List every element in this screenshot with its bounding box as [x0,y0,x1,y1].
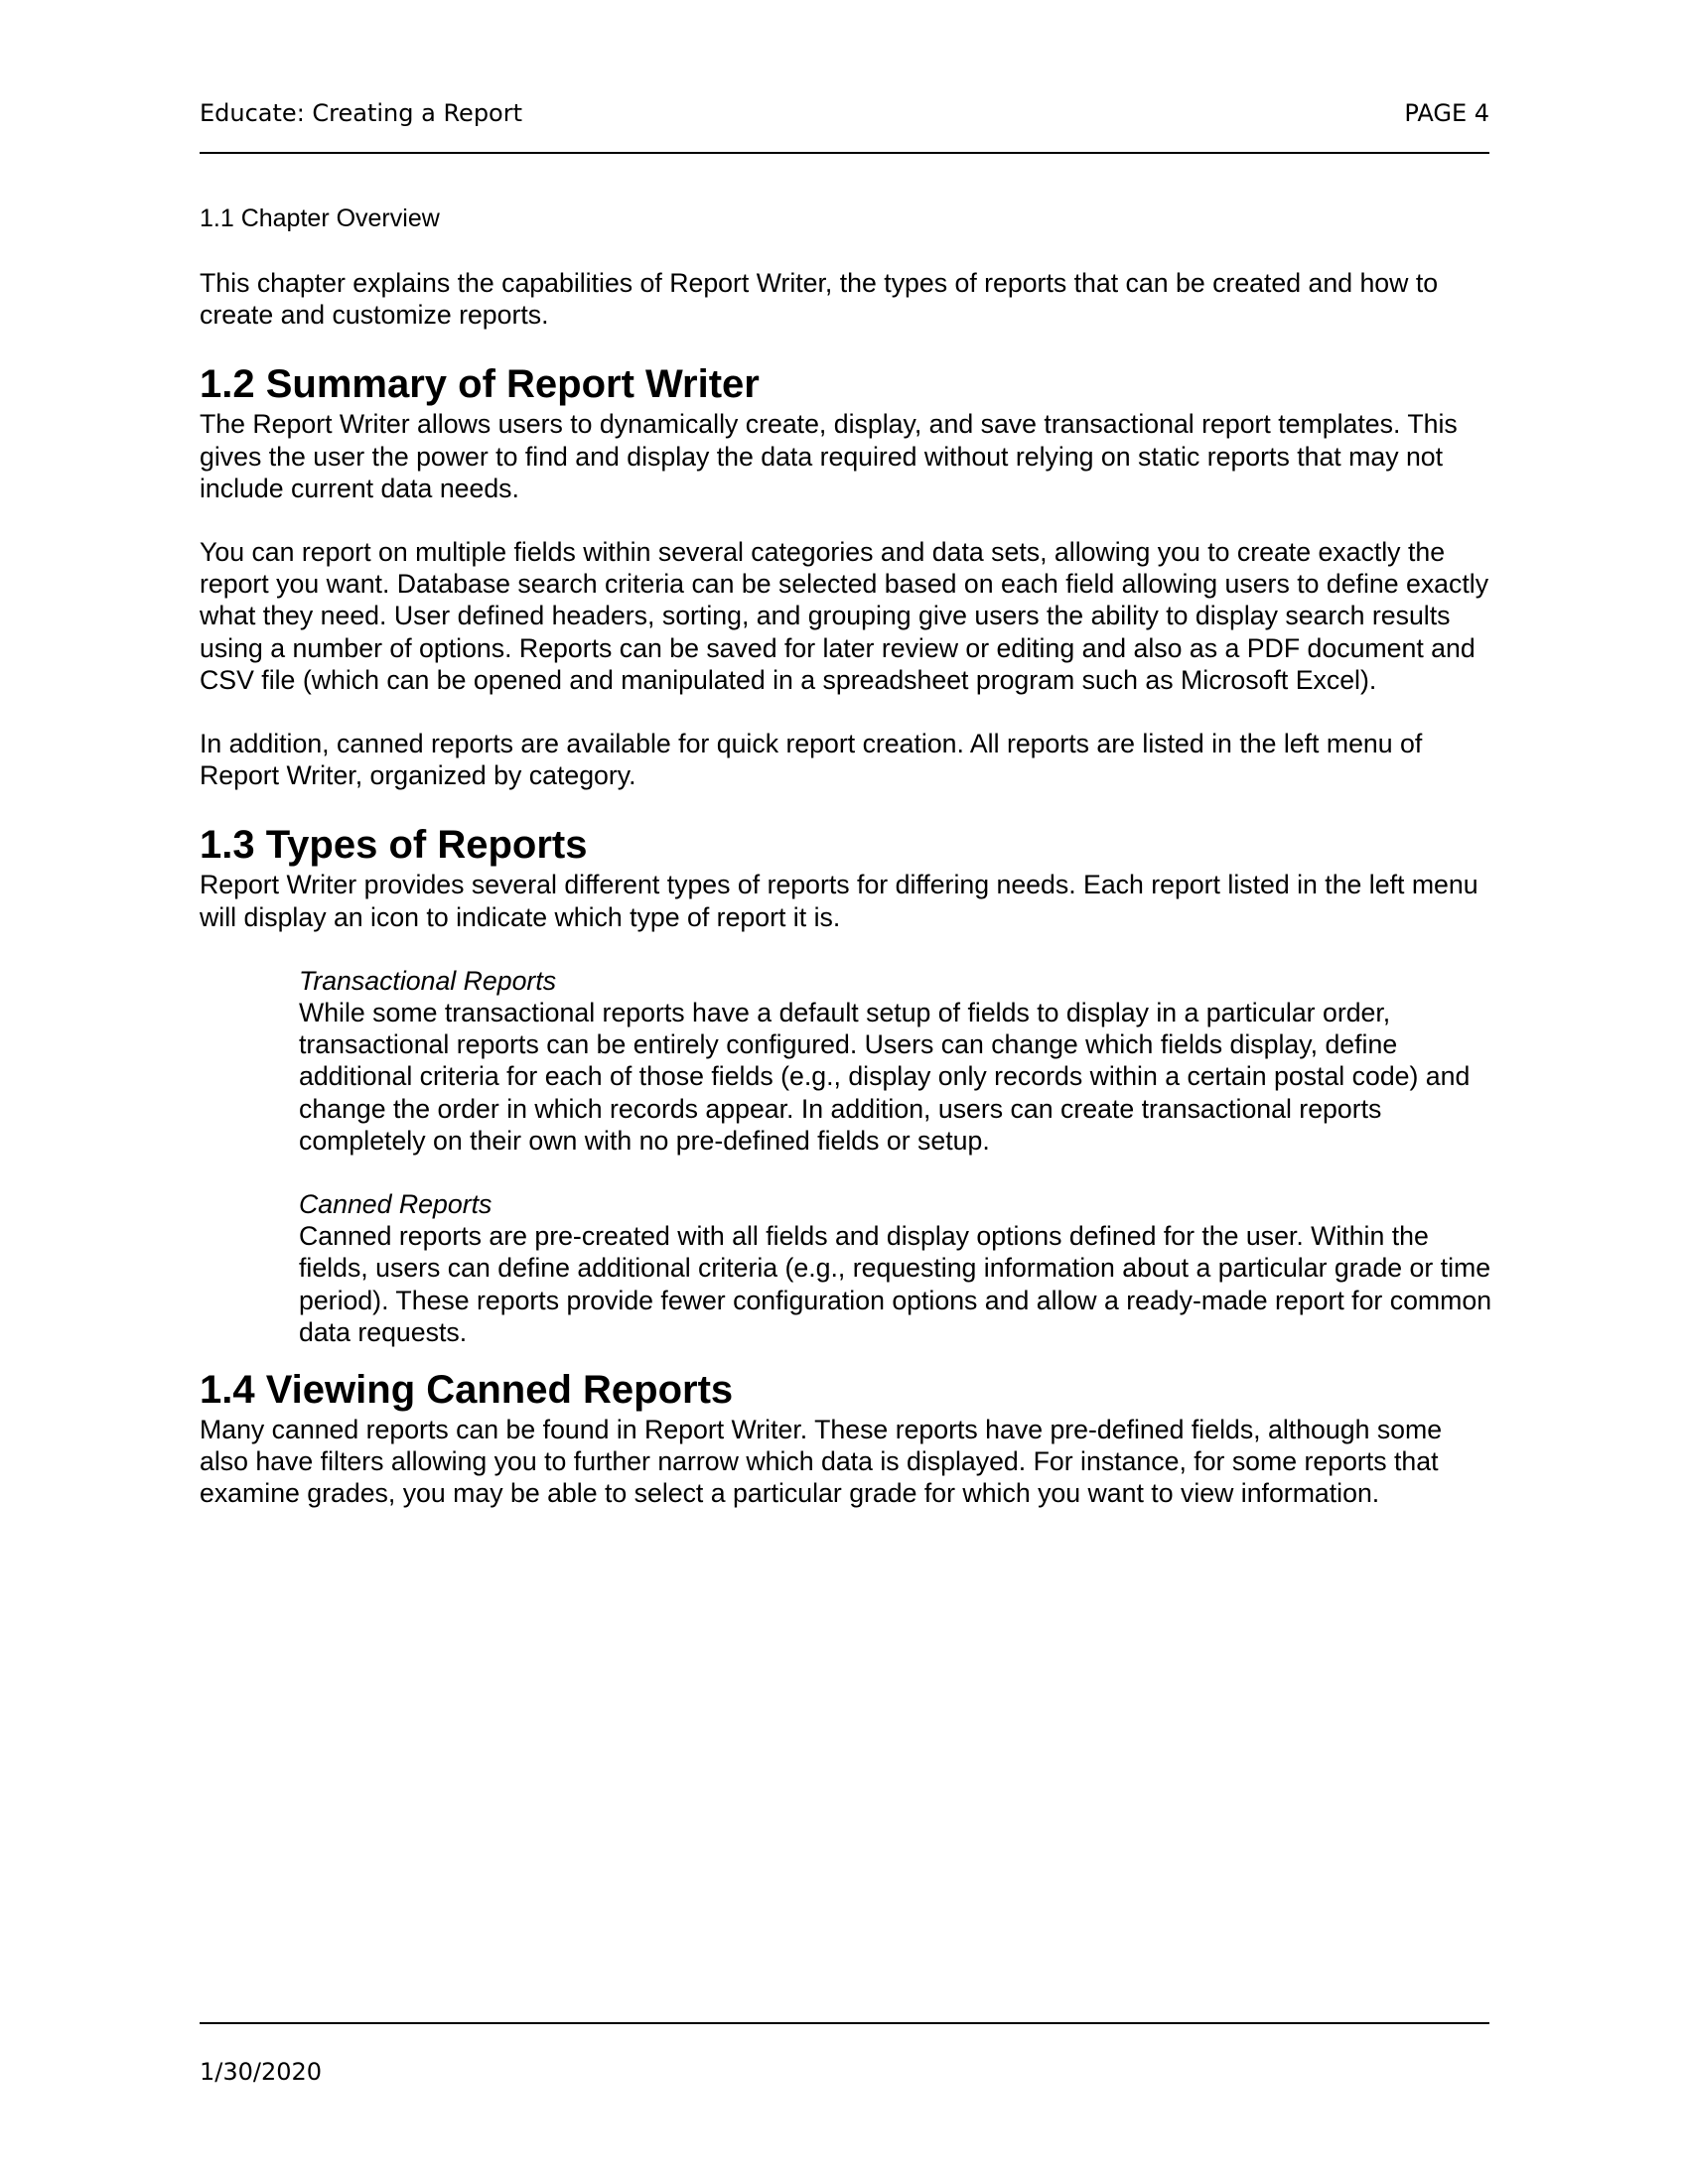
viewing-paragraph: Many canned reports can be found in Report Writer. These reports have pre-defined fields, although some also have filters allowing you to further narrow which data is displayed. For instance, for some reports that examine grades, you may be able to select a particular grade for which you want to view information. [200,1415,1443,1509]
footer-divider [200,2022,1489,2024]
footer-date: 1/30/2020 [200,2058,323,2086]
report-type-description: While some transactional reports have a default setup of fields to display in a particular order, transactional reports can be entirely configured. Users can change which fields display, define additional criteria for each of those fields (e.g., display only records within a certain postal code) and change the order in which records appear. In addition, users can create transactional reports completely on their own with no pre-defined fields or setup. [299,998,1471,1156]
summary-paragraph-1: The Report Writer allows users to dynamically create, display, and save transactional report templates. This gives the user the power to find and display the data required without relying on static reports that may not include current data needs. [200,409,1458,503]
section-heading-viewing: 1.4 Viewing Canned Reports [200,1368,734,1413]
report-type-transactional [299,965,1492,1157]
summary-paragraph-2: You can report on multiple fields within several categories and data sets, allowing you to create exactly the report you want. Database search criteria can be selected based on each field allowing users to define exactly what they need. User defined headers, sorting, and grouping give users the ability to display search results using a number of options. Reports can be saved for later review or editing and also as a PDF document and CSV file (which can be opened and manipulated in a spreadsheet program such as Microsoft Excel). [200,537,1489,695]
header-title: Educate: Creating a Report [200,99,523,127]
header-page-number: PAGE 4 [1404,99,1489,127]
document-body [200,203,1492,1542]
types-intro-paragraph: Report Writer provides several different types of reports for differing needs. Each report listed in the left menu will display an icon to indicate which type of report it is. [200,870,1478,932]
header-divider [200,152,1489,154]
report-type-title: Canned Reports [299,1189,492,1220]
report-type-title: Transactional Reports [299,965,557,996]
report-type-canned [299,1188,1492,1348]
report-type-description: Canned reports are pre-created with all fields and display options defined for the user. Within the fields, users can define additional criteria (e.g., requesting information about a particular grade or time period). These reports provide fewer configuration options and allow a ready-made report for common data requests. [299,1221,1492,1347]
summary-paragraph-3: In addition, canned reports are available for quick report creation. All reports are listed in the left menu of Report Writer, organized by category. [200,729,1423,791]
overview-paragraph: This chapter explains the capabilities of Report Writer, the types of reports that can be created and how to create and customize reports. [200,268,1439,331]
section-heading-overview: 1.1 Chapter Overview [200,205,440,232]
section-heading-summary: 1.2 Summary of Report Writer [200,362,760,407]
section-heading-types: 1.3 Types of Reports [200,823,588,868]
